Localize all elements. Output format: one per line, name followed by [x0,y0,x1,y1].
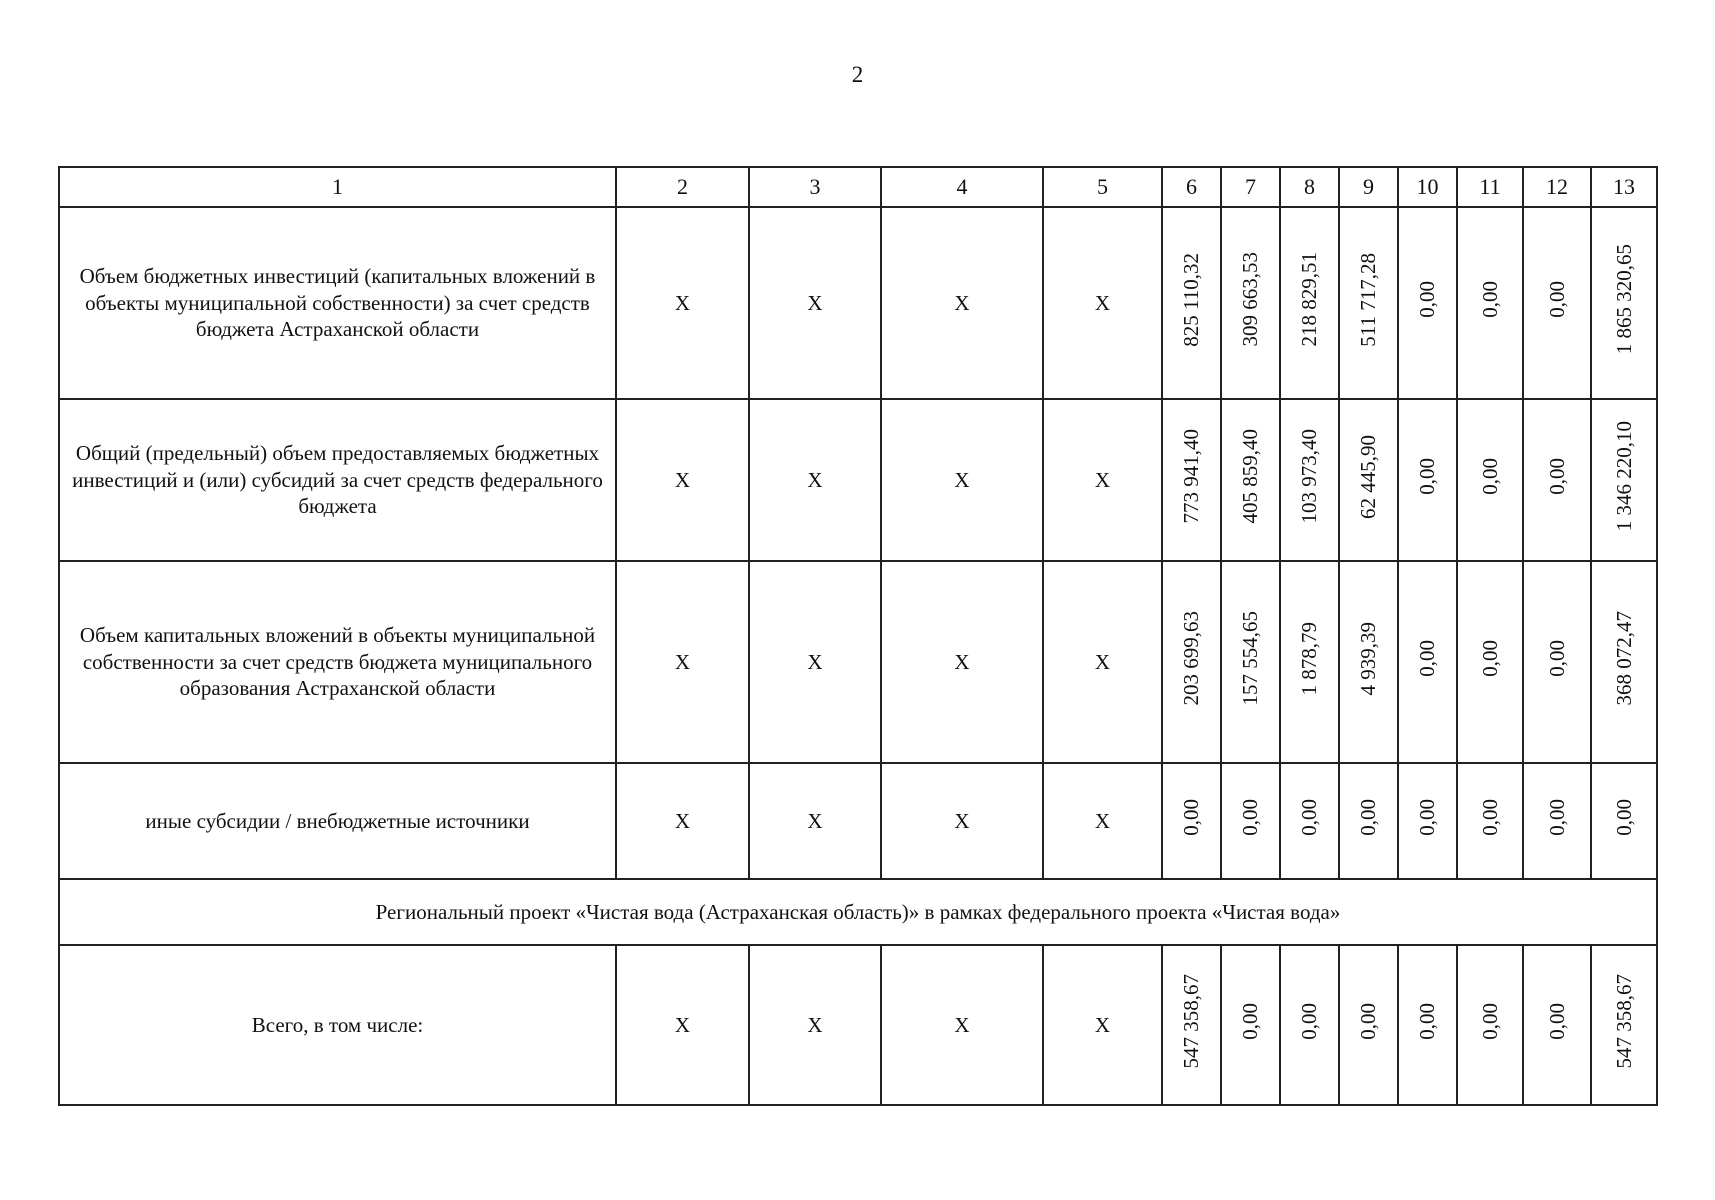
value-cell [1280,561,1339,763]
column-header: 12 [1523,167,1591,207]
value-text: 0,00 [1356,799,1381,836]
value-text: 825 110,32 [1179,252,1204,347]
column-header: 6 [1162,167,1221,207]
value-text: 4 939,39 [1356,621,1381,696]
value-text: 511 717,28 [1356,252,1381,347]
value-cell [1162,561,1221,763]
value-text: 0,00 [1297,799,1322,836]
column-header: 1 [59,167,616,207]
marker-cell: X [881,561,1043,763]
value-text: 0,00 [1477,458,1502,495]
value-cell [1339,763,1398,879]
column-number-header-row [59,167,1657,207]
value-cell [1280,207,1339,399]
marker-cell: X [1043,561,1162,763]
section-title: Региональный проект «Чистая вода (Астраханская область)» в рамках федерального проекта «Чистая вода» [59,879,1657,945]
value-text: 547 358,67 [1611,974,1636,1069]
marker-cell: X [749,763,881,879]
value-text: 368 072,47 [1611,611,1636,706]
value-cell [1221,399,1280,561]
value-text: 0,00 [1179,799,1204,836]
value-text: 157 554,65 [1238,611,1263,706]
column-header: 5 [1043,167,1162,207]
marker-cell: X [616,399,749,561]
value-cell [1280,945,1339,1105]
value-cell [1339,945,1398,1105]
table-row [59,561,1657,763]
value-cell [1398,207,1457,399]
marker-cell: X [1043,207,1162,399]
value-text: 1 878,79 [1297,621,1322,696]
value-text: 0,00 [1544,281,1569,318]
value-cell [1221,945,1280,1105]
value-text: 0,00 [1356,1003,1381,1040]
column-header: 7 [1221,167,1280,207]
value-text: 547 358,67 [1179,974,1204,1069]
value-text: 0,00 [1611,799,1636,836]
marker-cell: X [1043,399,1162,561]
value-cell [1162,399,1221,561]
value-cell [1221,561,1280,763]
column-header: 10 [1398,167,1457,207]
value-text: 0,00 [1477,799,1502,836]
value-cell [1162,763,1221,879]
value-text: 203 699,63 [1179,611,1204,706]
value-cell [1523,945,1591,1105]
value-text: 0,00 [1238,799,1263,836]
value-cell [1457,763,1523,879]
value-text: 0,00 [1415,1003,1440,1040]
value-cell [1457,207,1523,399]
value-text: 0,00 [1544,799,1569,836]
value-text: 0,00 [1477,1003,1502,1040]
marker-cell: X [616,763,749,879]
column-header: 13 [1591,167,1657,207]
value-text: 218 829,51 [1297,252,1322,347]
total-label: Всего, в том числе: [59,945,616,1105]
marker-cell: X [749,945,881,1105]
row-label: Объем капитальных вложений в объекты муниципальной собственности за счет средств бюджета муниципального образования Астраханской области [59,561,616,763]
value-cell [1398,561,1457,763]
marker-cell: X [616,207,749,399]
marker-cell: X [881,945,1043,1105]
column-header: 8 [1280,167,1339,207]
table-row [59,763,1657,879]
value-text: 0,00 [1544,640,1569,677]
marker-cell: X [881,763,1043,879]
value-cell [1591,561,1657,763]
value-text: 0,00 [1544,1003,1569,1040]
value-text: 0,00 [1415,458,1440,495]
value-cell [1523,399,1591,561]
value-cell [1591,399,1657,561]
marker-cell: X [881,399,1043,561]
value-cell [1339,207,1398,399]
marker-cell: X [1043,763,1162,879]
value-cell [1162,945,1221,1105]
value-cell [1523,763,1591,879]
value-cell [1398,399,1457,561]
marker-cell: X [881,207,1043,399]
value-cell [1339,561,1398,763]
value-cell [1457,399,1523,561]
value-cell [1523,207,1591,399]
value-cell [1457,561,1523,763]
value-text: 1 346 220,10 [1611,421,1636,532]
value-text: 0,00 [1415,640,1440,677]
marker-cell: X [749,561,881,763]
column-header: 4 [881,167,1043,207]
value-text: 405 859,40 [1238,429,1263,524]
row-label: Общий (предельный) объем предоставляемых бюджетных инвестиций и (или) субсидий за счет средств федерального бюджета [59,399,616,561]
value-cell [1591,763,1657,879]
value-text: 0,00 [1415,799,1440,836]
table-row [59,399,1657,561]
column-header: 9 [1339,167,1398,207]
page-number: 2 [851,62,864,87]
value-text: 0,00 [1297,1003,1322,1040]
total-row [59,945,1657,1105]
row-label: Объем бюджетных инвестиций (капитальных вложений в объекты муниципальной собственности) за счет средств бюджета Астраханской области [59,207,616,399]
value-text: 0,00 [1238,1003,1263,1040]
column-header: 3 [749,167,881,207]
value-cell [1591,207,1657,399]
marker-cell: X [749,207,881,399]
marker-cell: X [616,945,749,1105]
value-text: 62 445,90 [1356,434,1381,519]
value-text: 773 941,40 [1179,429,1204,524]
value-cell [1457,945,1523,1105]
value-text: 0,00 [1477,640,1502,677]
marker-cell: X [616,561,749,763]
value-cell [1398,945,1457,1105]
marker-cell: X [1043,945,1162,1105]
section-row [59,879,1657,945]
value-cell [1221,207,1280,399]
value-text: 0,00 [1544,458,1569,495]
value-cell [1280,399,1339,561]
value-text: 103 973,40 [1297,429,1322,524]
value-text: 1 865 320,65 [1611,244,1636,355]
row-label: иные субсидии / внебюджетные источники [59,763,616,879]
value-text: 0,00 [1415,281,1440,318]
budget-table [58,166,1658,1106]
value-text: 309 663,53 [1238,252,1263,347]
table-row [59,207,1657,399]
value-cell [1398,763,1457,879]
value-cell [1523,561,1591,763]
column-header: 11 [1457,167,1523,207]
value-cell [1339,399,1398,561]
column-header: 2 [616,167,749,207]
value-cell [1162,207,1221,399]
value-text: 0,00 [1477,281,1502,318]
value-cell [1591,945,1657,1105]
marker-cell: X [749,399,881,561]
value-cell [1280,763,1339,879]
value-cell [1221,763,1280,879]
